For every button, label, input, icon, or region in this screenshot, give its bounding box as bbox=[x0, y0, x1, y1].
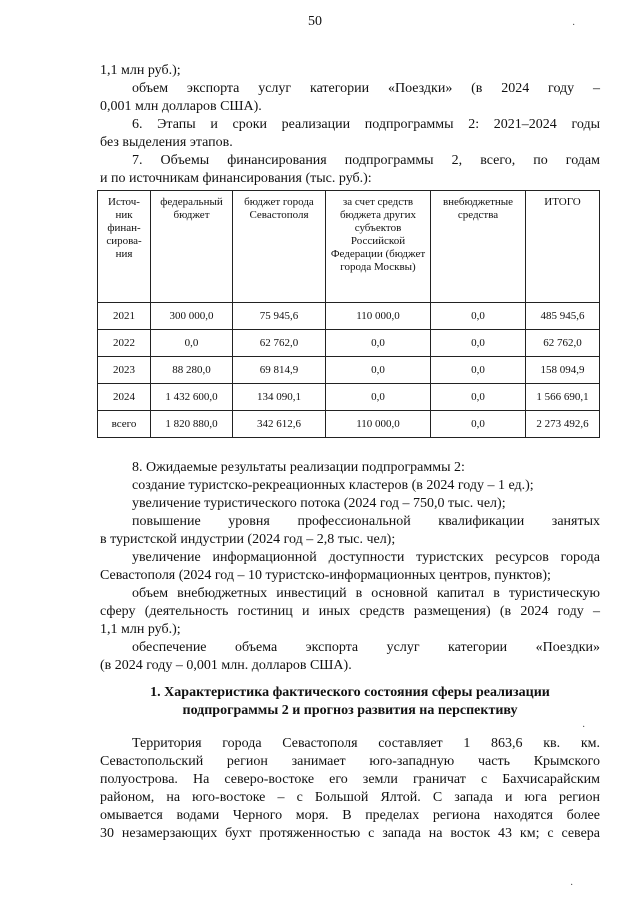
text-line: 6. Этапы и сроки реализации подпрограммы 2: 2021–2024 годы bbox=[132, 117, 600, 132]
table-cell: 62 762,0 bbox=[526, 330, 600, 357]
table-cell: 0,0 bbox=[151, 330, 233, 357]
section-heading-line: подпрограммы 2 и прогноз развития на перспективу bbox=[182, 703, 518, 718]
table-cell: 110 000,0 bbox=[326, 411, 431, 438]
table-cell: 0,0 bbox=[431, 330, 526, 357]
table-row bbox=[98, 330, 600, 357]
scan-speck: · bbox=[582, 722, 586, 733]
table-cell: 300 000,0 bbox=[151, 303, 233, 330]
header-other-subjects: за счет средств бюджета других субъектов Российской Федерации (бюджет города Москвы) bbox=[326, 191, 431, 303]
table-cell: 62 762,0 bbox=[233, 330, 326, 357]
table-row bbox=[98, 303, 600, 330]
text-line: (в 2024 году – 0,001 млн. долларов США). bbox=[100, 658, 352, 673]
table-cell: 1 566 690,1 bbox=[526, 384, 600, 411]
text-line: объем внебюджетных инвестиций в основной капитал в туристическую bbox=[132, 586, 600, 601]
financing-table bbox=[97, 190, 600, 438]
text-line: Севастополя (2024 год – 10 туристско-информационных центров, пунктов); bbox=[100, 568, 551, 583]
table-cell: 0,0 bbox=[431, 411, 526, 438]
table-cell: 0,0 bbox=[431, 384, 526, 411]
scan-speck: · bbox=[570, 880, 574, 891]
text-line: 1,1 млн руб.); bbox=[100, 63, 181, 78]
table-cell: всего bbox=[98, 411, 151, 438]
text-line: сферу (деятельность гостиниц и иных средств размещения) (в 2024 году – bbox=[100, 604, 600, 619]
page-number: 50 bbox=[308, 14, 322, 29]
table-cell: 0,0 bbox=[326, 330, 431, 357]
table-header-row bbox=[98, 191, 600, 303]
text-line: Севастопольский регион занимает юго-западную часть Крымского bbox=[100, 754, 600, 769]
header-federal: федеральный бюджет bbox=[151, 191, 233, 303]
table-cell: 0,0 bbox=[431, 357, 526, 384]
table-cell: 1 820 880,0 bbox=[151, 411, 233, 438]
table-cell: 69 814,9 bbox=[233, 357, 326, 384]
table-cell: 0,0 bbox=[326, 357, 431, 384]
text-line: в туристской индустрии (2024 год – 2,8 тыс. чел); bbox=[100, 532, 396, 547]
table-cell: 2023 bbox=[98, 357, 151, 384]
text-line: омывается водами Черного моря. В пределах региона находятся более bbox=[100, 808, 600, 823]
text-line: 1,1 млн руб.); bbox=[100, 622, 181, 637]
table-cell: 134 090,1 bbox=[233, 384, 326, 411]
text-line: увеличение туристического потока (2024 год – 750,0 тыс. чел); bbox=[132, 496, 506, 511]
table-cell: 2022 bbox=[98, 330, 151, 357]
text-line: 30 незамерзающих бухт протяженностью с запада на восток 43 км; с севера bbox=[100, 826, 600, 841]
table-row bbox=[98, 411, 600, 438]
text-line: объем экспорта услуг категории «Поездки» (в 2024 году – bbox=[132, 81, 600, 96]
text-line: без выделения этапов. bbox=[100, 135, 233, 150]
text-line: обеспечение объема экспорта услуг категории «Поездки» bbox=[132, 640, 600, 655]
header-total: ИТОГО bbox=[526, 191, 600, 303]
scan-speck: · bbox=[572, 20, 576, 31]
table-cell: 342 612,6 bbox=[233, 411, 326, 438]
text-line: Территория города Севастополя составляет 1 863,6 кв. км. bbox=[132, 736, 600, 751]
table-cell: 88 280,0 bbox=[151, 357, 233, 384]
header-city: бюджет города Севастополя bbox=[233, 191, 326, 303]
table-cell: 75 945,6 bbox=[233, 303, 326, 330]
table-row bbox=[98, 357, 600, 384]
table-cell: 485 945,6 bbox=[526, 303, 600, 330]
text-line: повышение уровня профессиональной квалификации занятых bbox=[132, 514, 600, 529]
text-line: районом, на юго-востоке – с Большой Ялтой. С запада и юга регион bbox=[100, 790, 600, 805]
table-cell: 0,0 bbox=[431, 303, 526, 330]
table-cell: 158 094,9 bbox=[526, 357, 600, 384]
text-line: и по источникам финансирования (тыс. руб.): bbox=[100, 171, 372, 186]
table-cell: 0,0 bbox=[326, 384, 431, 411]
text-line: 0,001 млн долларов США). bbox=[100, 99, 262, 114]
text-line: 7. Объемы финансирования подпрограммы 2, всего, по годам bbox=[132, 153, 600, 168]
table-row bbox=[98, 384, 600, 411]
table-cell: 2 273 492,6 bbox=[526, 411, 600, 438]
section-heading-line: 1. Характеристика фактического состояния сферы реализации bbox=[150, 685, 550, 700]
table-cell: 1 432 600,0 bbox=[151, 384, 233, 411]
text-line: полуострова. На северо-востоке его земли граничат с Бахчисарайским bbox=[100, 772, 600, 787]
table-cell: 2024 bbox=[98, 384, 151, 411]
header-source: Источ-ник финан-сирова-ния bbox=[98, 191, 151, 303]
table-cell: 2021 bbox=[98, 303, 151, 330]
text-line: создание туристско-рекреационных кластеров (в 2024 году – 1 ед.); bbox=[132, 478, 534, 493]
table-cell: 110 000,0 bbox=[326, 303, 431, 330]
header-extrabudget: внебюджетные средства bbox=[431, 191, 526, 303]
text-line: увеличение информационной доступности туристских ресурсов города bbox=[132, 550, 600, 565]
text-line: 8. Ожидаемые результаты реализации подпрограммы 2: bbox=[132, 460, 465, 475]
